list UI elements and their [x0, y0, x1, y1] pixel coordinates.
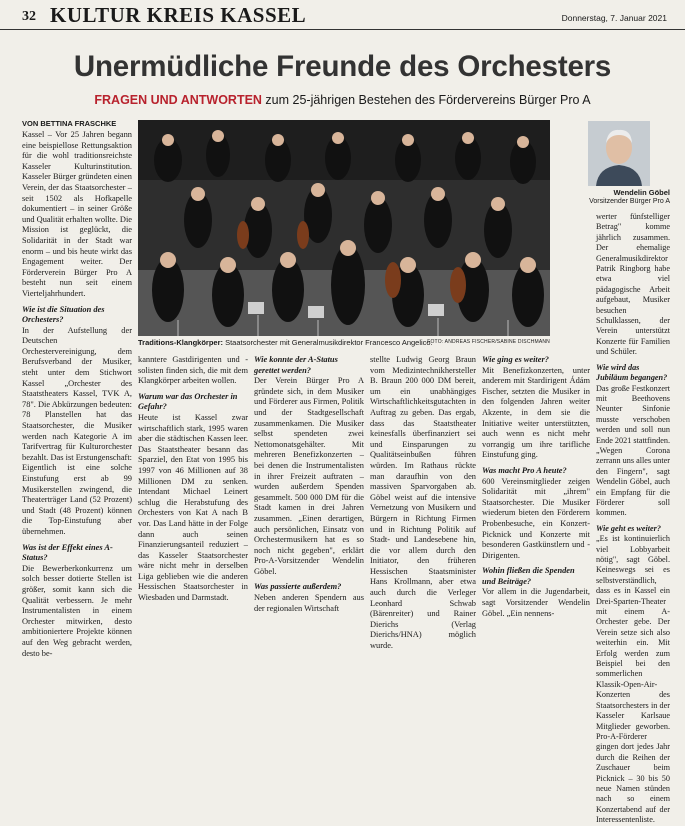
- question-6: Wie ging es weiter?: [482, 355, 549, 364]
- portrait-illustration: [588, 121, 650, 186]
- column-3: [254, 355, 364, 613]
- portrait-role: Vorsitzender Bürger Pro A: [589, 198, 670, 205]
- question-3: Warum war das Orchester in Gefahr?: [138, 391, 238, 412]
- article-subheadline: [0, 93, 685, 107]
- article-headline: Unermüdliche Freunde des Orchesters: [73, 50, 612, 83]
- caption-text: Staatsorchester mit Generalmusikdirektor Francesco Angelico.: [223, 338, 433, 347]
- photo-credit: FOTO: ANDREAS FISCHER/SABINE DISCHMANN: [427, 339, 550, 345]
- article-kicker: FRAGEN UND ANTWORTEN: [94, 93, 262, 107]
- orchestra-photo: [138, 120, 550, 336]
- answer-3: Heute ist Kassel zwar wirtschaftlich stark, 1995 waren aber die städtischen Kassen leer. Das Staatstheater besann das Sparziel, den Etat von 1995 bis 1997 von 46 Millionen auf 38 Millionen DM zu senken. Intendant Michael Leinert schlug die Herabstufung des Orchesters von Kat A nach B vor. Das Land hätte in der Folge dann auch seinen Finanzierungsanteil reduziert – das Kasseler Staatsorchester wäre nicht mehr in derselben Liga geblieben wie die anderen Hessischen Staatsorchester in Wiesbaden und Darmstadt.: [138, 412, 248, 603]
- caption-label: Traditions-Klangkörper:: [138, 338, 224, 347]
- issue-date: Donnerstag, 7. Januar 2021: [561, 13, 667, 23]
- question-8: Wohin fließen die Spenden und Beiträge?: [482, 566, 575, 586]
- column-5: [482, 355, 590, 618]
- portrait-photo: [588, 121, 650, 186]
- answer-6: Mit Benefizkonzerten, unter anderem mit Stardirigent Ádám Fischer, setzten die Musiker in den folgenden Jahren weiter Akzente, in dem sie die Initiative weiter unterstützten, auch wenn es nicht mehr vorrangig um ihre tarifliche Einstufung ging.: [482, 365, 590, 460]
- answer-1: In der Aufstellung der Deutschen Orchestervereinigung, dem Berufsverband der Musiker, steht unter dem Stichwort Kassel „Orchester des Staatstheaters Kassel, TVK A, 78". Die Abkürzungen bedeuten: 78 Planstellen hat das Staatsorchester, die Musiker werden nach Kategorie A im Tarifvertrag für Kulturorchester bezahlt. Das ist Erstungenschaft: Eigentlich ist eine solche Einstufung erst ab 99 Musikerstellen zwingend, die Theaterträger Land (52 Prozent) und Stadt (48 Prozent) können die Top-Einstufung aber übernehmen.: [22, 325, 132, 536]
- answer-10: „Es ist kontinuierlich viel Lobbyarbeit nötig", sagt Göbel. Keineswegs sei es selbstverständlich, dass es in Kassel ein Drei-Sparten-Theater mit einem A-Orchester gebe. Der Verein setze sich also weiterhin ein. Mit Erfolg werden zum Beispiel bei den sommerlichen Klassik-Open-Air-Konzerten des Staatsorchesters in der Kasseler Karlsaue Mitglieder geworben. Pro-A-Förderer gingen dort jedes Jahr durch die Reihen der Zuschauer beim Picknick – 30 bis 50 neue Namen stünden nach so einem Konzertabend auf der Interessentenliste.: [596, 534, 670, 825]
- answer-7: 600 Vereinsmitglieder zeigen Solidarität mit „ihrem" Staatsorchester. Die Musiker wiederum bieten den Förderern Probenbesuche, ein Konzert-Picknick und Konzerte mit besonderen Gastkünstlern und -Dirigenten.: [482, 476, 590, 560]
- portrait-name: Wendelin Göbel: [613, 188, 670, 197]
- answer-8: Vor allem in die Jugendarbeit, sagt Vorsitzender Wendelin Göbel. „Ein nennens-: [482, 587, 590, 618]
- photo-caption: [138, 338, 550, 350]
- answer-4: Der Verein Bürger Pro A gründete sich, in dem Musiker und Förderer aus Firmen, Politik und der Stadtgesellschaft zusammenkamen. Die Musiker selbst spendeten zwei Nettomonatsgehälter. Mit mehreren Benefizkonzerten – bei denen die Instrumentalisten in ihrer Freizeit auftraten – wurden außerdem Spenden gesammelt. 500 000 DM für die Stadt kamen in drei Jahren zusammen. „Einen derartigen, auch persönlichen, Einsatz von Orchestermusikern hat es so noch nicht gegeben", erklärt Pro-A-Vorsitzender Wendelin Göbel.: [254, 376, 364, 576]
- question-1: Wie ist die Situation des Orchesters?: [22, 304, 105, 325]
- column-6: [596, 212, 670, 825]
- question-2: Was ist der Effekt eines A-Status?: [22, 542, 113, 563]
- column-4: [370, 355, 476, 651]
- answer-2-continued: kanntere Gastdirigenten und -solisten finden sich, die mit dem Klangkörper arbeiten wollen.: [138, 355, 248, 386]
- byline: VON BETTINA FRASCHKE: [22, 119, 117, 128]
- column-2: [138, 355, 248, 603]
- column-1: [22, 130, 133, 658]
- question-5: Was passierte außerdem?: [254, 582, 342, 592]
- masthead: [0, 0, 685, 30]
- answer-8-continued: werter fünfstelliger Betrag" komme jährlich zusammen. Der ehemalige Generalmusikdirektor Patrik Ringborg habe etwa viel pädagogische Arbeit aufgebaut, Musiker besuchen Schulklassen, der Verein unterstützt Konzerte für Familien und Schüler.: [596, 212, 670, 357]
- answer-2: Die Bewerberkonkurrenz um solch besser dotierte Stellen ist größer, somit kann sich die Qualität verbessern. Je mehr Instrumentalisten in einem Orchester mitwirken, desto ambitioniertere Projekte können auf den Weg gebracht werden, desto be-: [22, 563, 132, 658]
- subheadline-text: zum 25-jährigen Bestehen des Fördervereins Bürger Pro A: [261, 93, 591, 107]
- orchestra-illustration: [138, 120, 550, 336]
- answer-9: Das große Festkonzert mit Beethovens Neunter Sinfonie musste verschoben werden und soll nun Ende 2021 stattfinden. „Wegen Corona zerrann uns alles unter den Fingern", sagt Wendelin Göbel, auch ein Empfang für die Förderer soll kommen.: [596, 383, 670, 518]
- intro-paragraph: Kassel – Vor 25 Jahren begann eine beispiellose Rettungsaktion für die wohl traditionsreichste Kasseler Kulturinstitution. Kasseler Bürger gründeten einen Verein, der das Staatsorchester – seit 1502 als Hofkapelle dokumentiert – in seiner Größe und Qualität erhalten wollte. Die Mission ist geglückt, die Solidarität in der Stadt war enorm – und bis heute wirkt das Engagement weiter. Der Förderverein Bürger Pro A besteht nun seit einem Vierteljahrhundert.: [22, 130, 133, 298]
- section-title: KULTUR KREIS KASSEL: [50, 3, 307, 27]
- question-7: Was macht Pro A heute?: [482, 465, 567, 475]
- answer-5-continued: stellte Ludwig Georg Braun vom Medizintechnikhersteller B. Braun 200 000 DM bereit, um ein unabhängiges Wirtschaftlichkeitsgutachten in Auftrag zu geben. Das ergab, dass das Staatstheater keinesfalls überfinanziert sei und Einsparungen zu Qualitätseinbußen führen würden. Im Rathaus rückte man daraufhin von den massiven Sparvorgaben ab. Göbel weist auf die intensive Vernetzung von Musikern und Bürgern in Richtung Firmen und in Richtung Politik auf Stadt- und Landesebene hin, die vor allem durch den Initiator, den früheren Hessischen Staatsminister Hans Krollmann, aber etwa auch durch die Verleger Leonhard Schwab (Bärenreiter) und Rainer Dierichs (Verlag Dierichs/HNA) möglich wurde.: [370, 355, 476, 651]
- question-4: Wie konnte der A-Status gerettet werden?: [254, 355, 338, 375]
- page-number: 32: [22, 9, 36, 24]
- question-9: Wie wird das Jubiläum begangen?: [596, 362, 668, 383]
- question-10: Wie geht es weiter?: [596, 523, 661, 533]
- answer-5: Neben anderen Spendern aus der regionalen Wirtschaft: [254, 593, 364, 613]
